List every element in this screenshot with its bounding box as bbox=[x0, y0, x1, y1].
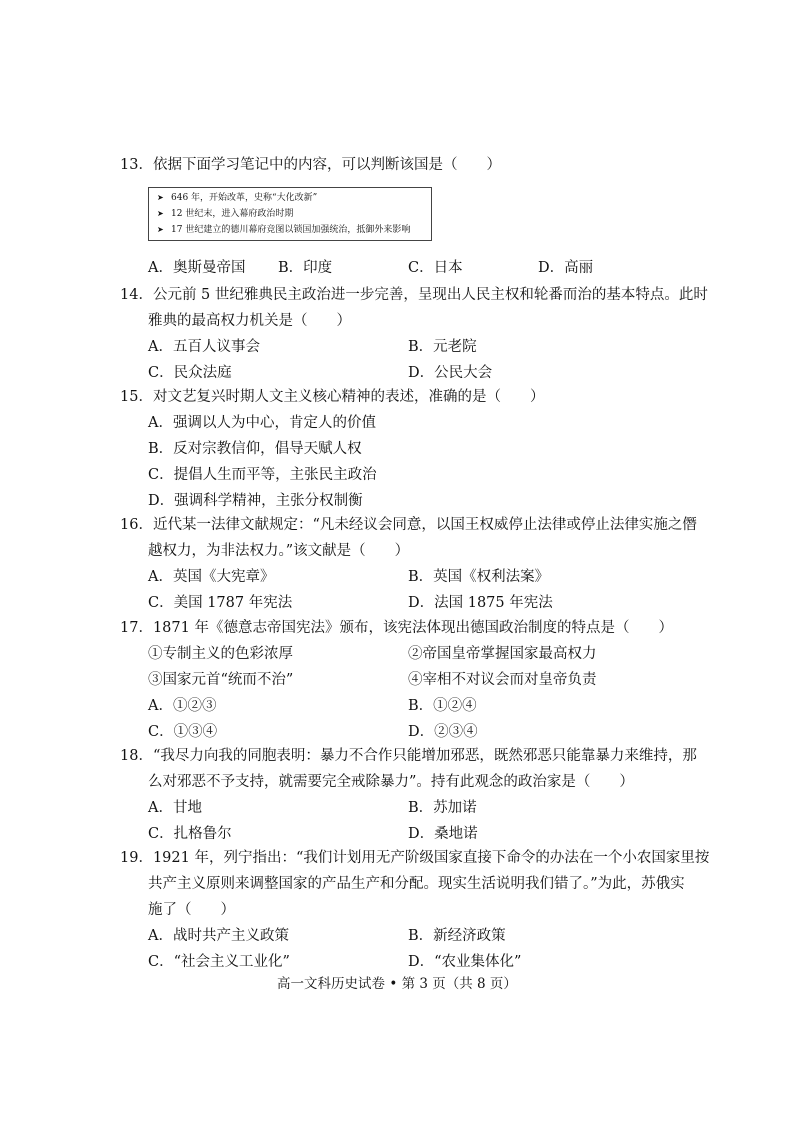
option-d[interactable]: D．“农业集体化” bbox=[408, 954, 522, 970]
option-c[interactable]: C．提倡人生而平等，主张民主政治 bbox=[148, 467, 377, 483]
question-14 bbox=[120, 282, 708, 386]
statement-item: ①专制主义的色彩浓厚 bbox=[148, 646, 293, 662]
option-b[interactable]: B．印度 bbox=[278, 260, 333, 276]
question-18 bbox=[120, 743, 697, 847]
option-b[interactable]: B．苏加诺 bbox=[408, 800, 477, 816]
note-item: ➤ 646 年，开始改革，史称“大化改新” bbox=[157, 190, 423, 206]
question-stem: 么对邪恶不予支持，就需要完全戒除暴力”。持有此观念的政治家是（ ） bbox=[148, 774, 634, 790]
question-stem: 18．“我尽力向我的同胞表明：暴力不合作只能增加邪恶，既然邪恶只能靠暴力来维持，那 bbox=[120, 748, 697, 764]
question-16 bbox=[120, 512, 697, 616]
option-a[interactable]: A．强调以人为中心，肯定人的价值 bbox=[148, 415, 376, 431]
option-c[interactable]: C．民众法庭 bbox=[148, 365, 232, 381]
question-19 bbox=[120, 845, 710, 975]
page-footer: 高一文科历史试卷 • 第 3 页（共 8 页） bbox=[277, 976, 517, 992]
statement-item: ④宰相不对议会而对皇帝负责 bbox=[408, 672, 597, 688]
study-notes-box bbox=[148, 187, 432, 241]
option-c[interactable]: C．美国 1787 年宪法 bbox=[148, 595, 293, 611]
option-d[interactable]: D．公民大会 bbox=[408, 365, 493, 381]
question-stem: 16．近代某一法律文献规定：“凡未经议会同意，以国王权威停止法律或停止法律实施之僭 bbox=[120, 517, 697, 533]
option-c[interactable]: C．“社会主义工业化” bbox=[148, 954, 290, 970]
option-c[interactable]: C．①③④ bbox=[148, 724, 218, 740]
option-b[interactable]: B．元老院 bbox=[408, 339, 477, 355]
question-stem: 越权力，为非法权力。”该文献是（ ） bbox=[148, 543, 410, 559]
note-item: ➤ 12 世纪末，进入幕府政治时期 bbox=[157, 206, 423, 222]
option-d[interactable]: D．桑地诺 bbox=[408, 826, 478, 842]
arrow-bullet-icon: ➤ bbox=[157, 209, 164, 218]
option-d[interactable]: D．法国 1875 年宪法 bbox=[408, 595, 553, 611]
question-stem: 14．公元前 5 世纪雅典民主政治进一步完善，呈现出人民主权和轮番而治的基本特点。此时 bbox=[120, 287, 708, 303]
statement-item: ③国家元首“统而不治” bbox=[148, 672, 294, 688]
option-b[interactable]: B．反对宗教信仰，倡导天赋人权 bbox=[148, 441, 362, 457]
question-13-options bbox=[120, 255, 680, 281]
option-b[interactable]: B．①②④ bbox=[408, 698, 477, 714]
option-b[interactable]: B．英国《权利法案》 bbox=[408, 569, 550, 585]
option-d[interactable]: D．高丽 bbox=[538, 260, 594, 276]
arrow-bullet-icon: ➤ bbox=[157, 193, 164, 202]
option-a[interactable]: A．五百人议事会 bbox=[148, 339, 260, 355]
option-a[interactable]: A．甘地 bbox=[148, 800, 202, 816]
question-stem: 施了（ ） bbox=[148, 902, 235, 918]
question-15 bbox=[120, 384, 680, 514]
question-13 bbox=[120, 152, 680, 178]
option-c[interactable]: C．扎格鲁尔 bbox=[148, 826, 232, 842]
question-17 bbox=[120, 615, 680, 745]
note-item: ➤ 17 世纪建立的德川幕府竞图以锁国加强统治，抵御外来影响 bbox=[157, 222, 423, 238]
option-a[interactable]: A．①②③ bbox=[148, 698, 217, 714]
question-stem: 雅典的最高权力机关是（ ） bbox=[148, 313, 351, 329]
question-stem: 共产主义原则来调整国家的产品生产和分配。现实生活说明我们错了。”为此，苏俄实 bbox=[148, 876, 685, 892]
question-stem: 13．依据下面学习笔记中的内容，可以判断该国是（ ） bbox=[120, 157, 501, 173]
option-d[interactable]: D．②③④ bbox=[408, 724, 478, 740]
option-b[interactable]: B．新经济政策 bbox=[408, 928, 506, 944]
question-stem: 19．1921 年，列宁指出：“我们计划用无产阶级国家直接下命令的办法在一个小农国家里按 bbox=[120, 850, 710, 866]
question-stem: 15．对文艺复兴时期人文主义核心精神的表述，准确的是（ ） bbox=[120, 389, 545, 405]
option-a[interactable]: A．奥斯曼帝国 bbox=[148, 260, 246, 276]
option-c[interactable]: C．日本 bbox=[408, 260, 463, 276]
option-a[interactable]: A．英国《大宪章》 bbox=[148, 569, 275, 585]
question-stem: 17．1871 年《德意志帝国宪法》颁布，该宪法体现出德国政治制度的特点是（ ） bbox=[120, 620, 673, 636]
arrow-bullet-icon: ➤ bbox=[157, 225, 164, 234]
statement-item: ②帝国皇帝掌握国家最高权力 bbox=[408, 646, 597, 662]
option-d[interactable]: D．强调科学精神，主张分权制衡 bbox=[148, 493, 363, 509]
option-a[interactable]: A．战时共产主义政策 bbox=[148, 928, 289, 944]
